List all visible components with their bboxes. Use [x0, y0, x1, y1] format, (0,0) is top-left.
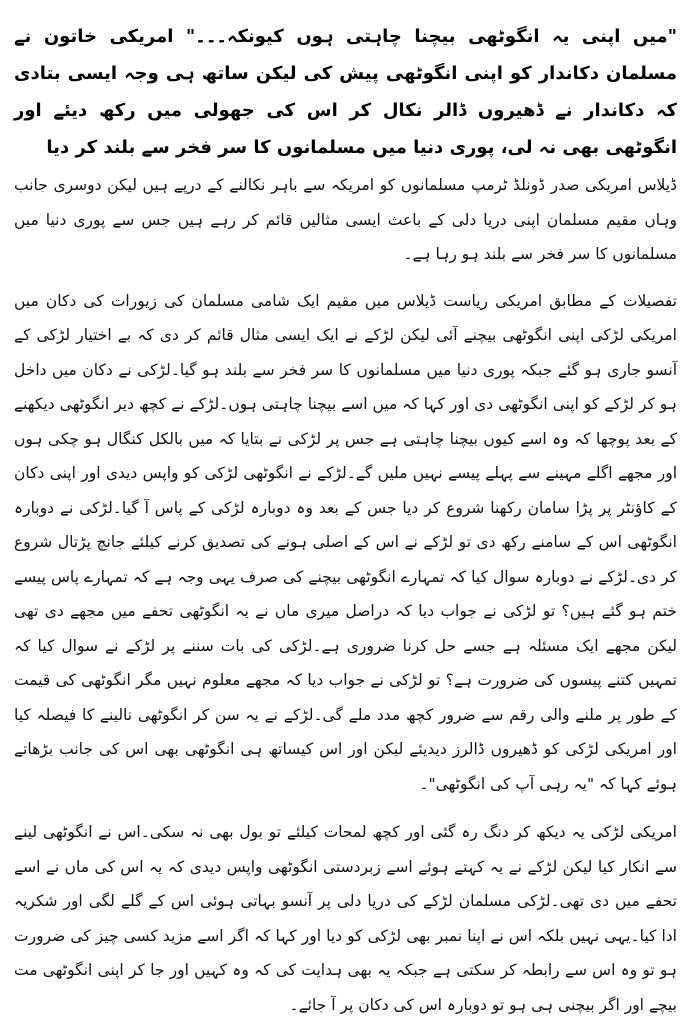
article-intro-paragraph: ڈیلاس امریکی صدر ڈونلڈ ٹرمپ مسلمانوں کو امریکہ سے باہر نکالنے کے درپے ہیں لیکن دوسری جانب وہاں مقیم مسلمان اپنی دریا دلی کے باعث ایسی مثالیں قائم کر رہے ہیں جس سے پوری دنیا میں مسلمانوں کا سر فخر سے بلند ہو رہا ہے۔ [14, 176, 677, 263]
article-body-paragraph: تفصیلات کے مطابق امریکی ریاست ڈیلاس میں مقیم ایک شامی مسلمان کی زیورات کی دکان میں امریکی لڑکی اپنی انگوٹھی بیچنے آئی لیکن لڑکے نے ایک ایسی مثال قائم کر دی کہ بے اختیار لڑکی کے آنسو جاری ہو گئے جبکہ پوری دنیا میں مسلمانوں کا سر فخر سے بلند ہو گیا۔لڑکی نے دکان میں داخل ہو کر لڑکے کو اپنی انگوٹھی دی اور کہا کہ میں اسے بیچنا چاہتی ہوں۔لڑکے نے کچھ دیر انگوٹھی دیکھنے کے بعد پوچھا کہ وہ اسے کیوں بیچنا چاہتی ہے جس پر لڑکی نے بتایا کہ میں بالکل کنگال ہو چکی ہوں اور مجھے اگلے مہینے سے پہلے پیسے نہیں ملیں گے۔لڑکے نے انگوٹھی لڑکی کو واپس دیدی اور اپنی دکان کے کاؤنٹر پر پڑا سامان رکھنا شروع کر دیا جس کے بعد وہ دوبارہ لڑکی کے پاس آ گیا۔لڑکی نے دوبارہ انگوٹھی اس کے سامنے رکھ دی تو لڑکے نے اس کے اصلی ہونے کی تصدیق کرنے کیلئے جانچ پڑتال شروع کر دی۔لڑکے نے دوبارہ سوال کیا کہ تمہارے انگوٹھی بیچنے کی صرف یہی وجہ ہے کہ تمہارے پاس پیسے ختم ہو گئے ہیں؟ تو لڑکی نے جواب دیا کہ دراصل میری ماں نے یہ انگوٹھی تحفے میں مجھے دی تھی لیکن مجھے ایک مسئلہ ہے جسے حل کرنا ضروری ہے۔لڑکی کی بات سننے پر لڑکے نے سوال کیا کہ تمہیں کتنے پیسوں کی ضرورت ہے؟ تو لڑکی نے جواب دیا کہ مجھے معلوم نہیں مگر انگوٹھی کی قیمت کے طور پر ملنے والی رقم سے ضرور کچھ مدد ملے گی۔لڑکے نے یہ سن کر انگوٹھی نالینے کا فیصلہ کیا اور امریکی لڑکی کو ڈھیروں ڈالرز دیدیئے لیکن اور اس کیساتھ ہی انگوٹھی بھی اس کی جانب بڑھاتے ہوئے کہا کہ "یہ رہی آپ کی انگوٹھی"۔ [14, 291, 677, 793]
article-headline: "میں اپنی یہ انگوٹھی بیچنا چاہتی ہوں کیونکہ۔۔۔" امریکی خاتون نے مسلمان دکاندار کو اپنی انگوٹھی پیش کی لیکن ساتھ ہی وجہ ایسی بتادی کہ دکاندار نے ڈھیروں ڈالر نکال کر اس کی جھولی میں رکھ دیئے اور انگوٹھی بھی نہ لی، پوری دنیا میں مسلمانوں کا سر فخر سے بلند کر دیا [14, 26, 677, 158]
article-closing-paragraph: امریکی لڑکی یہ دیکھ کر دنگ رہ گئی اور کچھ لمحات کیلئے تو بول بھی نہ سکی۔اس نے انگوٹھی لینے سے انکار کیا لیکن لڑکے نے یہ کہتے ہوئے اسے زبردستی انگوٹھی واپس دیدی کہ یہ اس کی ماں نے اسے تحفے میں دی تھی۔لڑکی مسلمان لڑکے کی دریا دلی پر آنسو بہاتی ہوئی اس کے گلے لگی اور شکریہ ادا کیا۔یہی نہیں بلکہ اس نے اپنا نمبر بھی لڑکی کو دیا اور کہا کہ اگر اسے مزید کسی چیز کی ضرورت ہو تو وہ اس سے رابطہ کر سکتی ہے جبکہ یہ بھی ہدایت کی کہ وہ کہیں اور جا کر اپنی انگوٹھی مت بیچے اور اگر بیچنی ہی ہو تو دوبارہ اس کی دکان پر آ جائے۔ [14, 823, 677, 1014]
article [14, 18, 677, 1014]
